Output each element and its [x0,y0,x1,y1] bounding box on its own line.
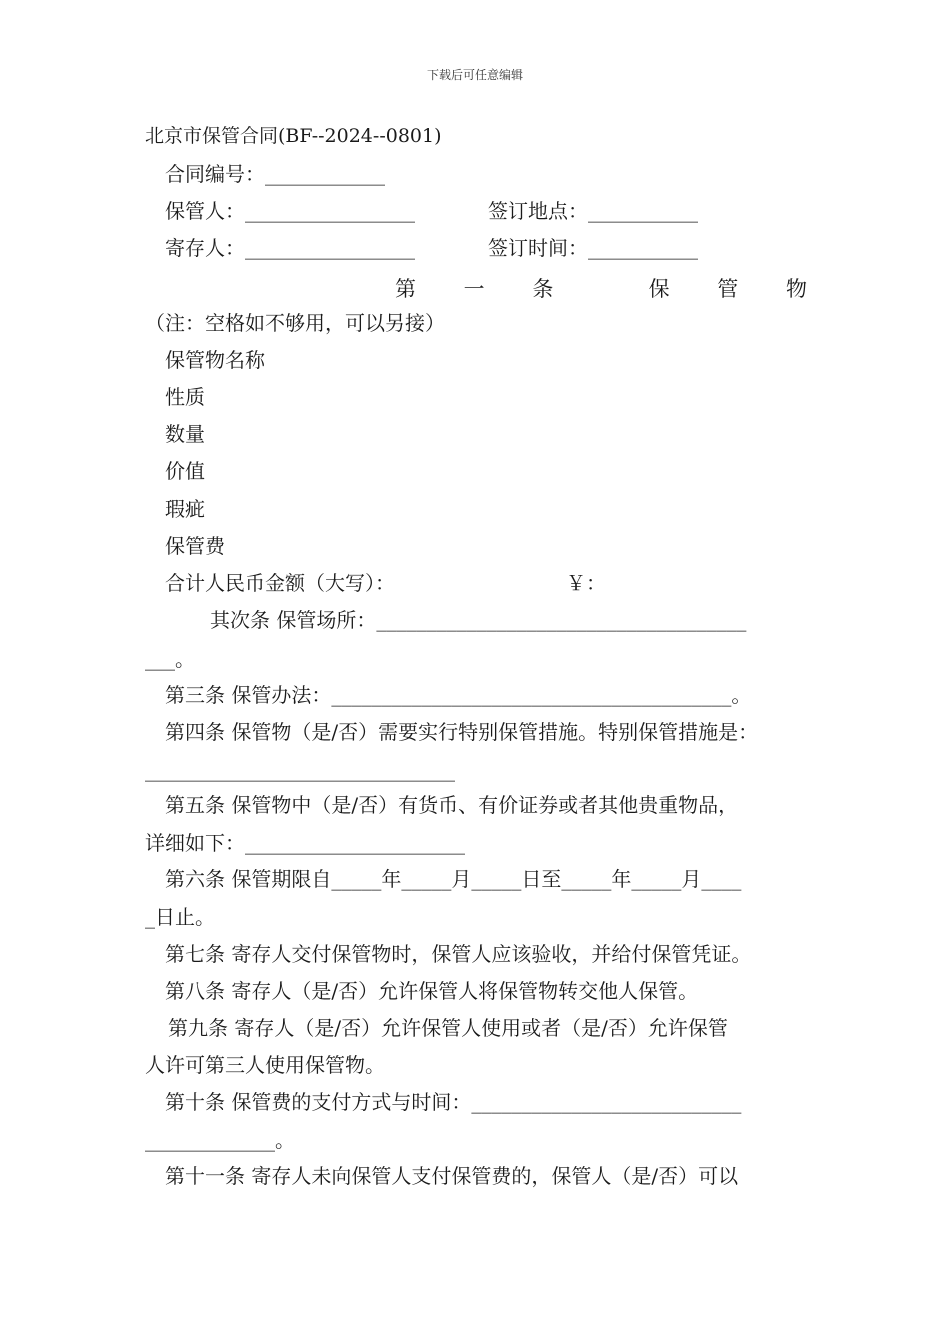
heading-char: 保 [648,277,670,301]
keeper-line: 保管人：_________________ [165,199,415,223]
article-2-line: 其次条 保管场所：_____________________________________ [210,608,747,632]
article-5-continuation: 详细如下：______________________ [145,831,465,855]
article-4-line: 第四条 保管物（是/否）需要实行特别保管措施。特别保管措施是： [165,720,759,744]
article-7-line: 第七条 寄存人交付保管物时，保管人应该验收，并给付保管凭证。 [165,942,752,966]
defect-label: 瑕疵 [165,497,205,521]
nature-label: 性质 [165,385,205,409]
article-9-continuation: 人许可第三人使用保管物。 [145,1053,385,1077]
article-6-continuation: _日止。 [145,905,215,929]
note-line: （注：空格如不够用，可以另接） [145,311,445,335]
document-title: 北京市保管合同(BF--2024--0801) [145,125,442,147]
heading-char: 第 [395,277,416,301]
fee-label: 保管费 [165,534,225,558]
article-9-line: 第九条 寄存人（是/否）允许保管人使用或者（是/否）允许保管 [168,1016,728,1040]
article-10-continuation: _____________。 [145,1128,295,1152]
article-11-line: 第十一条 寄存人未向保管人支付保管费的，保管人（是/否）可以 [165,1164,739,1188]
depositor-line: 寄存人：_________________ [165,236,415,260]
article-2-continuation: ___。 [145,647,195,671]
heading-char: 条 [532,277,554,301]
article-8-line: 第八条 寄存人（是/否）允许保管人将保管物转交他人保管。 [165,979,699,1003]
heading-char: 物 [785,277,807,301]
article-6-line: 第六条 保管期限自_____年_____月_____日至_____年_____月____ [165,867,742,891]
contract-number-line: 合同编号：____________ [165,162,385,186]
article-3-line: 第三条 保管办法：________________________________________。 [165,683,752,707]
sign-time-line: 签订时间：___________ [488,236,698,260]
value-label: 价值 [165,459,205,483]
sign-place-line: 签订地点：___________ [488,199,698,223]
heading-char: 管 [717,277,739,301]
heading-char: 一 [463,277,485,301]
total-amount-label: 合计人民币金额（大写）： [165,571,395,595]
item-name-label: 保管物名称 [165,348,265,372]
page-header: 下载后可任意编辑 [426,68,523,82]
article-5-line: 第五条 保管物中（是/否）有货币、有价证券或者其他贵重物品， [165,793,739,817]
article-1-heading [395,273,807,303]
yen-label: ￥： [566,571,606,595]
article-10-line: 第十条 保管费的支付方式与时间：___________________________ [165,1090,742,1114]
article-4-continuation: _______________________________ [145,758,455,782]
quantity-label: 数量 [165,422,205,446]
